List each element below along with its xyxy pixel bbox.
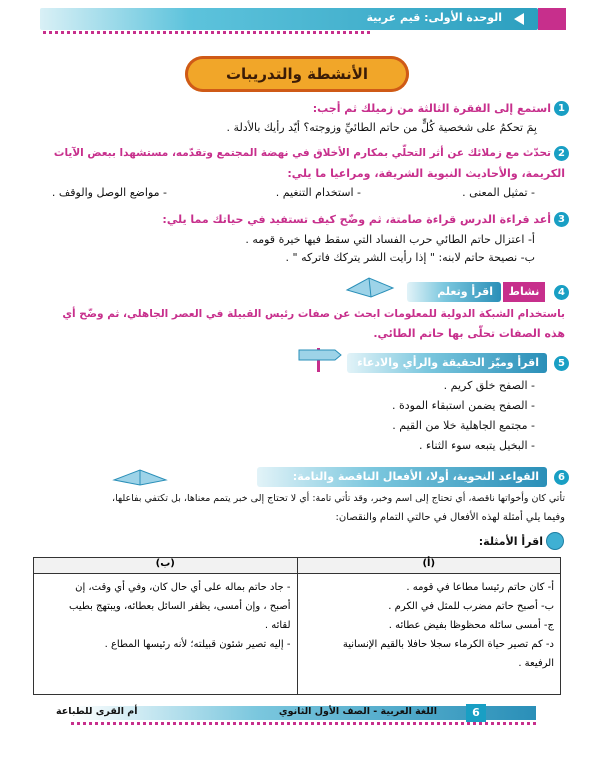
- q2-item-1: - تمثيل المعنى .: [462, 186, 535, 199]
- table-row: - إليه تصير شئون قبيلته؛ لأنه رئيسها المطاع .: [104, 639, 291, 650]
- header-tab: [538, 8, 566, 30]
- q3-item-a: أ- اعتزال حاتم الطائي حرب الفساد التي سقط فيها خيرة قومه .: [245, 233, 535, 246]
- q6-bar-title: القواعد النحوية، أولا، الأفعال الناقصة والتامة:: [292, 470, 539, 483]
- q4-line-1: باستخدام الشبكة الدولية للمعلومات ابحث عن صفات رئيس القبيلة في العصر الجاهلي، ثم وضّح أي: [62, 308, 565, 320]
- table-row: أ- كان حاتم رئيسا مطاعا في قومه .: [406, 582, 554, 593]
- activity-bar: [407, 282, 501, 302]
- table-row: لقائه .: [264, 620, 291, 631]
- arrow-icon: [514, 13, 524, 25]
- header-stripes: [40, 31, 370, 34]
- q5-item-1: - الصفح خلق كريم .: [443, 379, 535, 392]
- globe-icon: [546, 532, 564, 550]
- table-row: أصبح ، وإن أمسى، يظفر السائل بعطائه، ويبتهج بطيب: [69, 601, 291, 612]
- book-icon: [345, 270, 395, 298]
- banner-title: الأنشطة والتدريبات: [225, 65, 369, 83]
- activity-bar-title: اقرأ وتعلم: [437, 285, 493, 298]
- q6-paragraph-1: تأتي كان وأخواتها ناقصة، أي تحتاج إلى اسم وخبر، وقد تأتي تامة: أي لا تحتاج إلى خبر يتمم معناها، بل تكتفي بفاعلها،: [112, 493, 565, 504]
- open-book-icon: [110, 458, 170, 486]
- column-a-header: (أ): [297, 558, 561, 574]
- q5-bar-title: اقرأ وميّز الحقيقة والرأي والادعاء: [357, 356, 539, 369]
- book-title: اللغة العربية - الصف الأول الثانوي: [278, 706, 437, 717]
- q6-paragraph-2: وفيما يلي أمثلة لهذه الأفعال في حالتي التمام والنقصان:: [335, 512, 565, 523]
- q2-prompt: تحدّث مع زملائك عن أثر التحلّي بمكارم الأخلاق في نهضة المجتمع وتقدّمه، مستشهدا ببعض الآيات: [53, 147, 551, 159]
- question-number-2: 2: [554, 146, 569, 161]
- table-row: ب- أصبح حاتم مضرب للمثل في الكرم .: [388, 601, 554, 612]
- unit-header: [40, 8, 538, 30]
- q2-item-2: - استخدام التنغيم .: [275, 186, 361, 199]
- table-row: د- كم تصير حياة الكرماء سجلا حافلا بالقيم الإنسانية: [342, 639, 554, 650]
- footer-stripes: [70, 722, 536, 725]
- table-row: الرفيعة .: [518, 658, 554, 669]
- q3-prompt: أعد قراءة الدرس قراءة صامتة، ثم وضّح كيف تستفيد في حياتك مما يلي:: [162, 213, 551, 226]
- q4-line-2: هذه الصفات تحلّى بها حاتم الطائي.: [373, 327, 565, 340]
- q5-item-4: - البخيل يتبعه سوء الثناء .: [419, 439, 535, 452]
- question-number-3: 3: [554, 212, 569, 227]
- q5-bar: [347, 353, 547, 373]
- q1-line: بِمَ تحكمُ على شخصية كُلٍّ من حاتم الطائيِّ وزوجته؟ أيّد رأيك بالأدلة .: [226, 121, 537, 134]
- unit-title: الوحدة الأولى: قيم عربية: [366, 11, 502, 24]
- column-b-cell: [34, 574, 298, 695]
- column-b-header: (ب): [34, 558, 298, 574]
- q5-item-2: - الصفح يضمن استبقاء المودة .: [391, 399, 535, 412]
- table-row: - جاد حاتم بماله على أي حال كان، وفي أي وقت، إن: [75, 582, 291, 593]
- publisher-name: أم القرى للطباعة: [56, 706, 138, 717]
- q2-item-3: - مواضع الوصل والوقف .: [51, 186, 167, 199]
- q2-prompt-2: الكريمة، والأحاديث النبوية الشريفة، ومراعيا ما يلي:: [287, 167, 565, 180]
- q6-bar: [257, 467, 547, 487]
- title-banner: [185, 56, 409, 92]
- table-row: ج- أمسى سائله محظوظا بفيض عطائه .: [388, 620, 554, 631]
- question-number-5: 5: [554, 356, 569, 371]
- examples-label: اقرأ الأمثلة:: [478, 535, 543, 548]
- signpost-icon: [295, 344, 345, 372]
- examples-table: [33, 557, 561, 695]
- q3-item-b: ب- نصيحة حاتم لابنه: " إذا رأيت الشر يتركك فاتركه " .: [285, 251, 535, 264]
- question-number-4: 4: [554, 285, 569, 300]
- question-number-1: 1: [554, 101, 569, 116]
- question-number-6: 6: [554, 470, 569, 485]
- q1-prompt: استمع إلى الفقرة الثالثة من زميلك ثم أجب:: [312, 102, 551, 115]
- column-a-cell: [297, 574, 561, 695]
- q5-item-3: - مجتمع الجاهلية خلا من القيم .: [392, 419, 535, 432]
- page-number: 6: [466, 704, 486, 722]
- activity-tag: نشاط: [503, 282, 545, 302]
